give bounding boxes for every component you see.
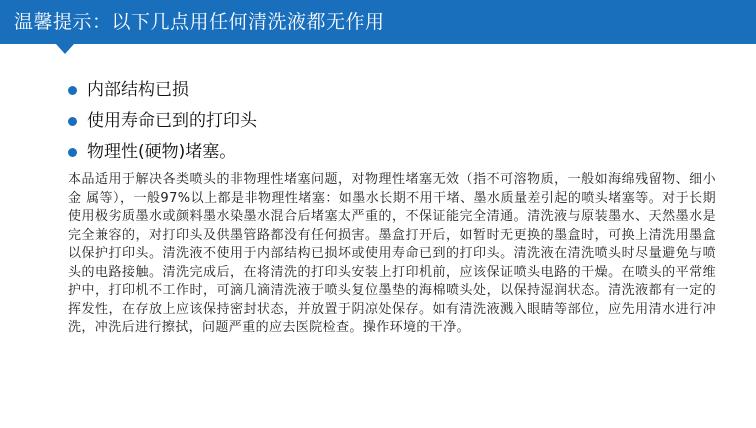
list-item (68, 109, 257, 140)
warning-list (68, 78, 257, 171)
bullet-dot-icon (68, 148, 77, 157)
list-item (68, 78, 257, 109)
header-title: 温馨提示：以下几点用任何清洗液都无作用 (14, 11, 385, 33)
bullet-dot-icon (68, 86, 77, 95)
list-item-label: 内部结构已损 (87, 80, 189, 100)
header-notch (56, 44, 74, 54)
body-paragraph: 本品适用于解决各类喷头的非物理性堵塞问题，对物理性堵塞无效（指不可溶物质，一般如海绵残留物、细小金 属等），一般97%以上都是非物理性堵塞：如墨水长期不用干堵、墨水质量差引起的喷头堵塞等。对于长期使用极劣质墨水或颜料墨水染墨水混合后堵塞太严重的，不保证能完全清通。清洗液与原装墨水、天然墨水是完全兼容的，对打印头及供墨管路都没有任何损害。墨盒打开后，如暂时无更换的墨盒时，可换上清洗用墨盒以保护打印头。清洗液不使用于内部结构已损坏或使用寿命已到的打印头。清洗液在清洗喷头时尽量避免与喷头的电路接触。清洗完成后，在将清洗的打印头安装上打印机前，应该保证喷头电路的干燥。在喷头的平常维护中，打印机不工作时，可滴几滴清洗液于喷头复位墨垫的海棉喷头处，以保持湿润状态。清洗液都有一定的挥发性，在存放上应该保持密封状态，并放置于阴凉处保存。如有清洗液溅入眼睛等部位，应先用清水进行冲洗，冲洗后进行擦拭，问题严重的应去医院检查。操作环境的干净。 (68, 172, 716, 335)
list-item (68, 140, 257, 171)
list-item-label: 物理性(硬物)堵塞。 (87, 142, 237, 162)
list-item-label: 使用寿命已到的打印头 (87, 111, 257, 131)
bullet-dot-icon (68, 117, 77, 126)
header-bar (0, 0, 756, 44)
